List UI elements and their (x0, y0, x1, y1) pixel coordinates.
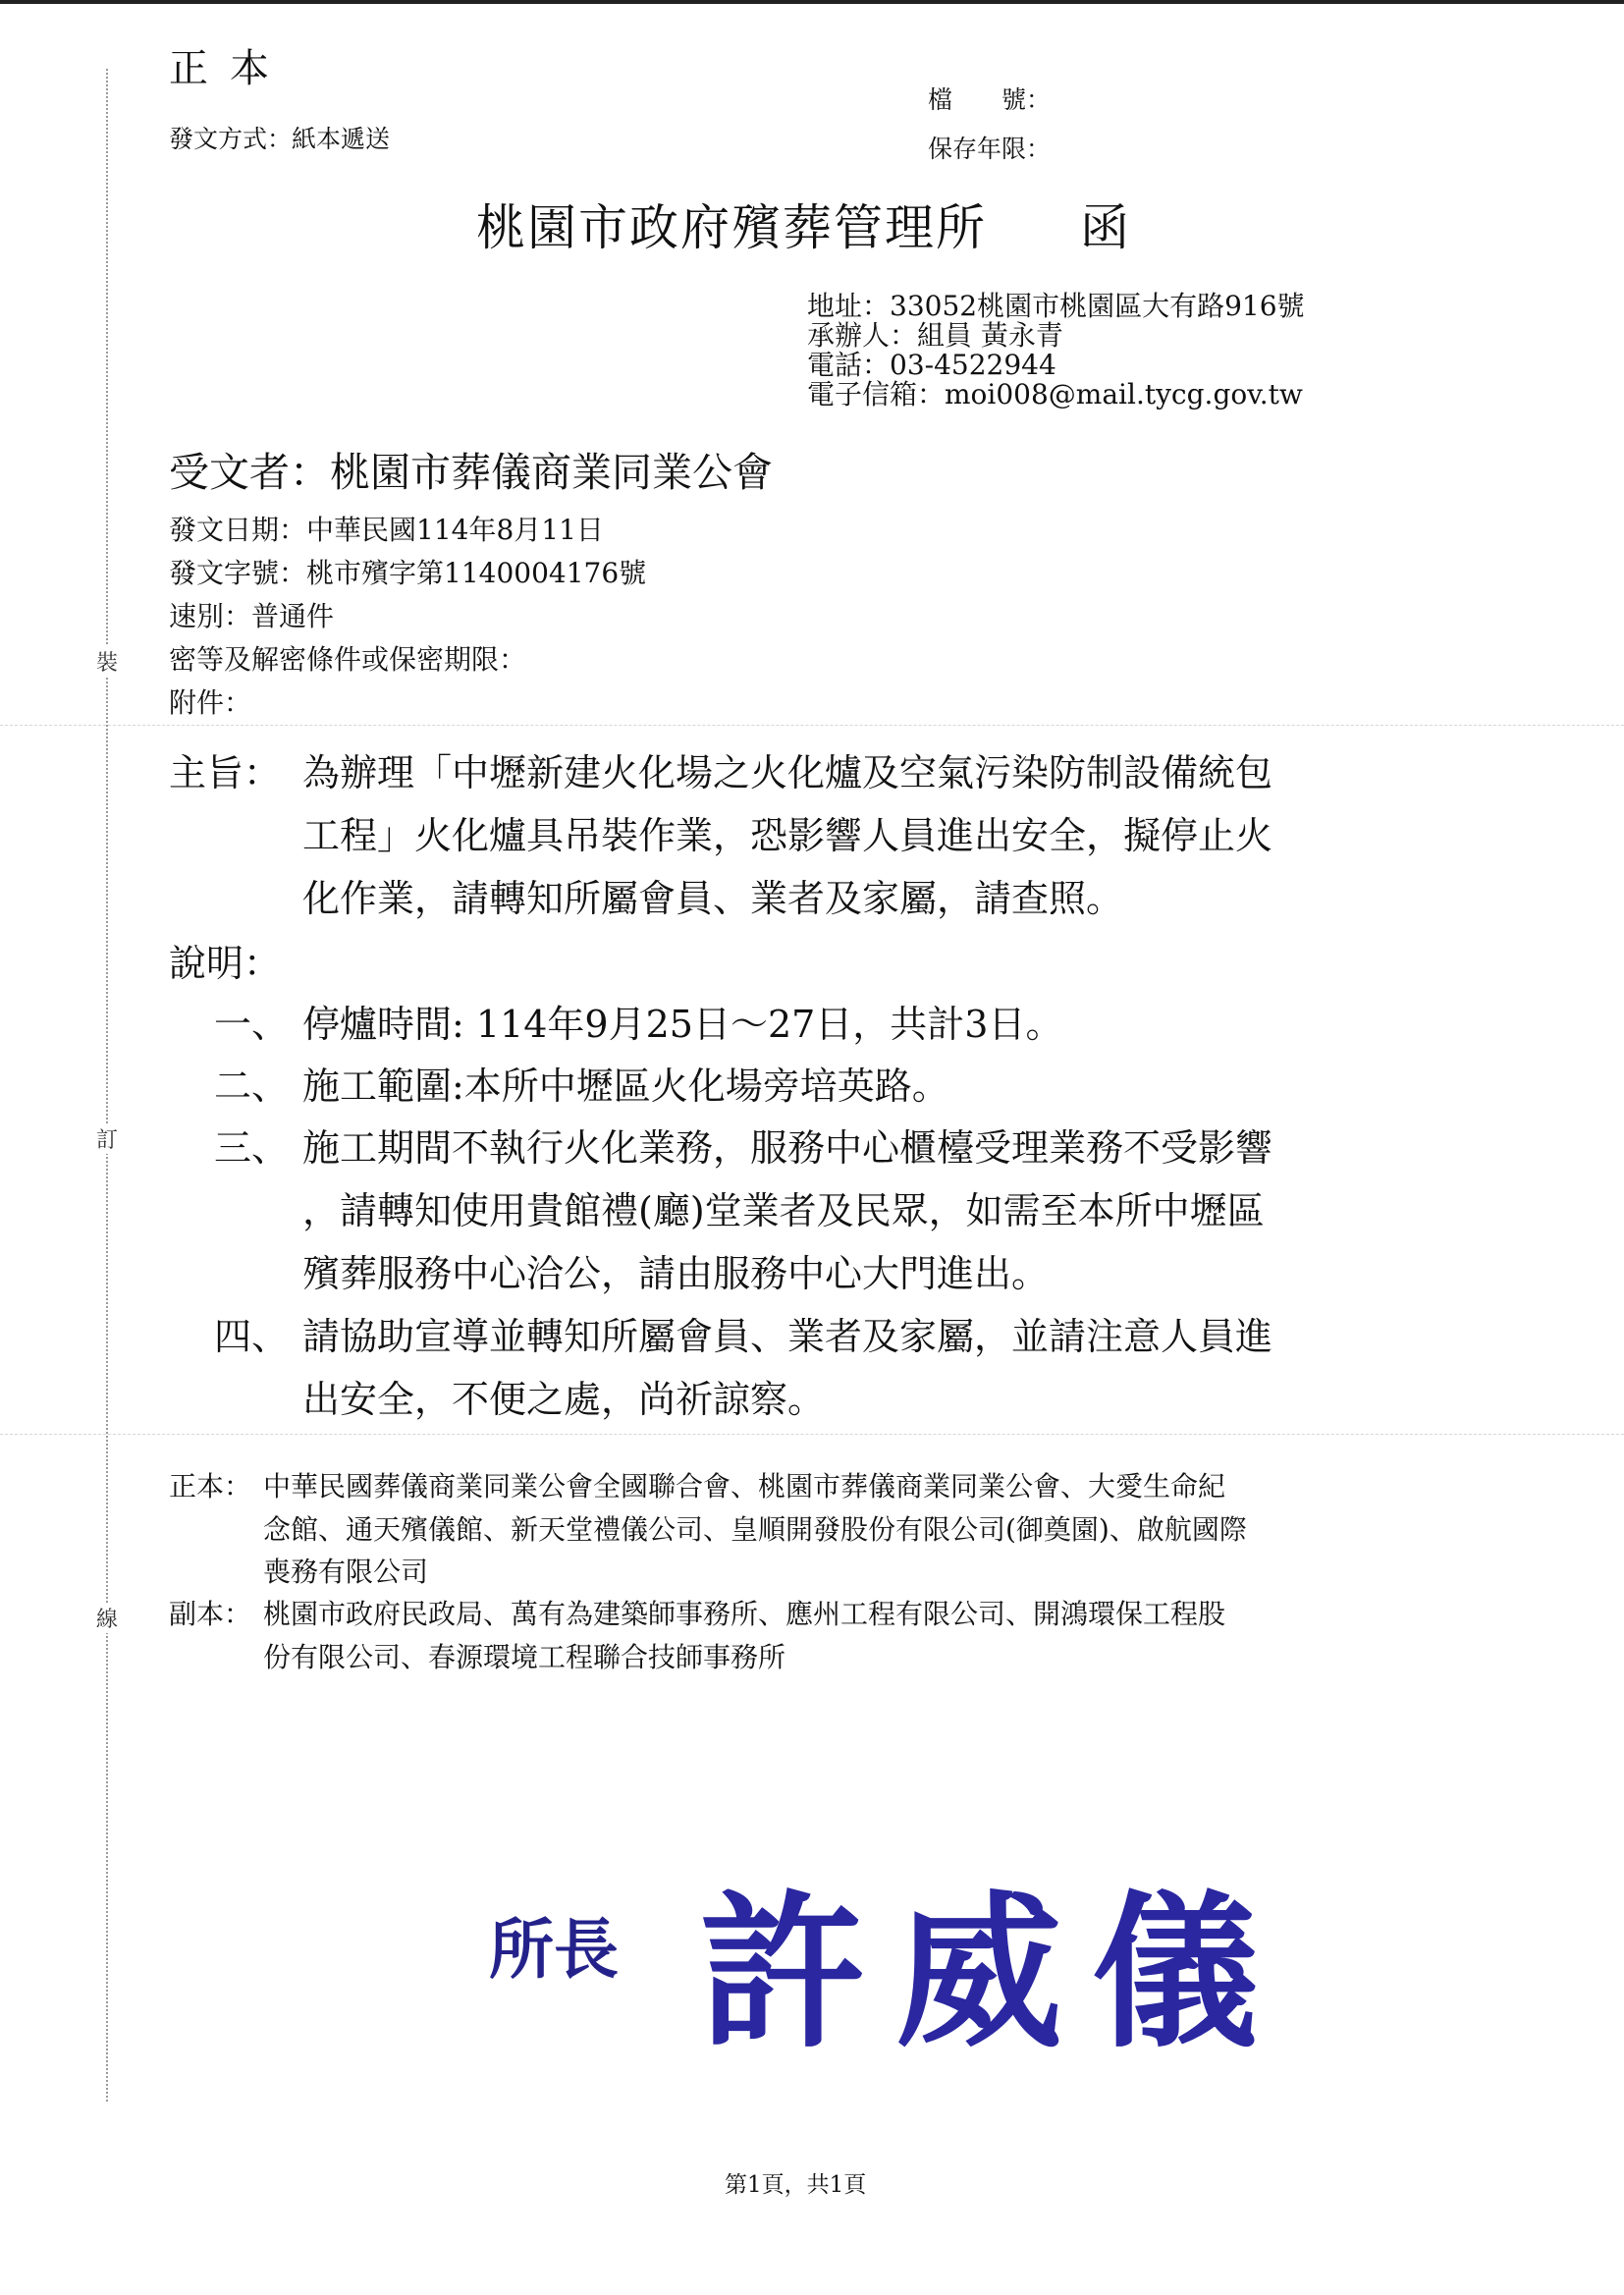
recipient: 受文者：桃園市葬儀商業同業公會 (169, 449, 773, 496)
explanation-item-text: 請協助宣導並轉知所屬會員、業者及家屬，並請注意人員進 (302, 1315, 1273, 1358)
page-number: 第1頁，共1頁 (725, 2172, 867, 2198)
dispatch-method: 發文方式：紙本遞送 (169, 125, 391, 153)
explanation-label: 說明： (169, 942, 282, 985)
copy-recipients-line: 桃園市政府民政局、萬有為建築師事務所、應州工程有限公司、開鴻環保工程股 (263, 1598, 1226, 1630)
contact-handler: 承辦人：組員 黃永青 (807, 319, 1063, 352)
paper-fold-line (0, 725, 1624, 726)
signature-name: 許威儀 (699, 1877, 1289, 2071)
signature-title: 所長 (489, 1912, 619, 1988)
top-edge-rule (0, 0, 1624, 4)
original-recipients-line: 中華民國葬儀商業同業公會全國聯合會、桃園市葬儀商業同業公會、大愛生命紀 (263, 1470, 1226, 1503)
delivery-speed: 速別：普通件 (169, 600, 335, 632)
explanation-item-text: 施工期間不執行火化業務，服務中心櫃檯受理業務不受影響 (302, 1126, 1273, 1170)
original-recipients-line: 念館、通天殯儀館、新天堂禮儀公司、皇順開發股份有限公司(御奠園)、啟航國際 (263, 1513, 1247, 1546)
contact-email: 電子信箱：moi008@mail.tycg.gov.tw (807, 378, 1303, 410)
subject-line: 為辦理「中壢新建火化場之火化爐及空氣污染防制設備統包 (302, 751, 1273, 794)
explanation-item-text: 施工範圍:本所中壢區火化場旁培英路。 (302, 1065, 949, 1108)
explanation-item-text: ，請轉知使用貴館禮(廳)堂業者及民眾，如需至本所中壢區 (302, 1189, 1265, 1232)
explanation-item-text: 停爐時間: 114年9月25日～27日，共計3日。 (302, 1003, 1063, 1046)
copy-label: 正本 (169, 46, 291, 91)
explanation-item-text: 殯葬服務中心洽公，請由服務中心大門進出。 (302, 1252, 1050, 1295)
subject-line: 化作業，請轉知所屬會員、業者及家屬，請查照。 (302, 877, 1124, 920)
contact-phone: 電話：03-4522944 (807, 349, 1056, 381)
item-number: 四、 (214, 1315, 290, 1358)
original-recipients-label: 正本： (169, 1470, 252, 1503)
attachments: 附件： (169, 686, 252, 719)
document-title: 桃園市政府殯葬管理所 (476, 199, 987, 256)
paper-fold-line (0, 1434, 1624, 1435)
secrecy-level: 密等及解密條件或保密期限： (169, 643, 527, 676)
item-number: 三、 (214, 1126, 290, 1170)
issue-date: 發文日期：中華民國114年8月11日 (169, 514, 604, 546)
binding-mark-staple: 訂 (94, 1123, 120, 1154)
subject-label: 主旨： (169, 751, 282, 794)
subject-line: 工程」火化爐具吊裝作業，恐影響人員進出安全，擬停止火 (302, 814, 1273, 857)
copy-recipients-line: 份有限公司、春源環境工程聯合技師事務所 (263, 1641, 786, 1673)
document-type: 函 (1080, 199, 1129, 256)
binding-mark-bind: 裝 (94, 646, 120, 677)
copy-recipients-label: 副本： (169, 1598, 252, 1630)
binding-line (106, 69, 108, 2102)
original-recipients-line: 喪務有限公司 (263, 1556, 429, 1588)
file-number: 檔 號： (928, 85, 1052, 114)
item-number: 一、 (214, 1003, 290, 1046)
retention-period: 保存年限： (928, 135, 1052, 163)
contact-address: 地址：33052桃園市桃園區大有路916號 (807, 290, 1305, 322)
document-number: 發文字號：桃市殯字第1140004176號 (169, 557, 647, 589)
explanation-item-text: 出安全，不便之處，尚祈諒察。 (302, 1378, 826, 1421)
binding-mark-line: 線 (94, 1603, 120, 1633)
item-number: 二、 (214, 1065, 290, 1108)
